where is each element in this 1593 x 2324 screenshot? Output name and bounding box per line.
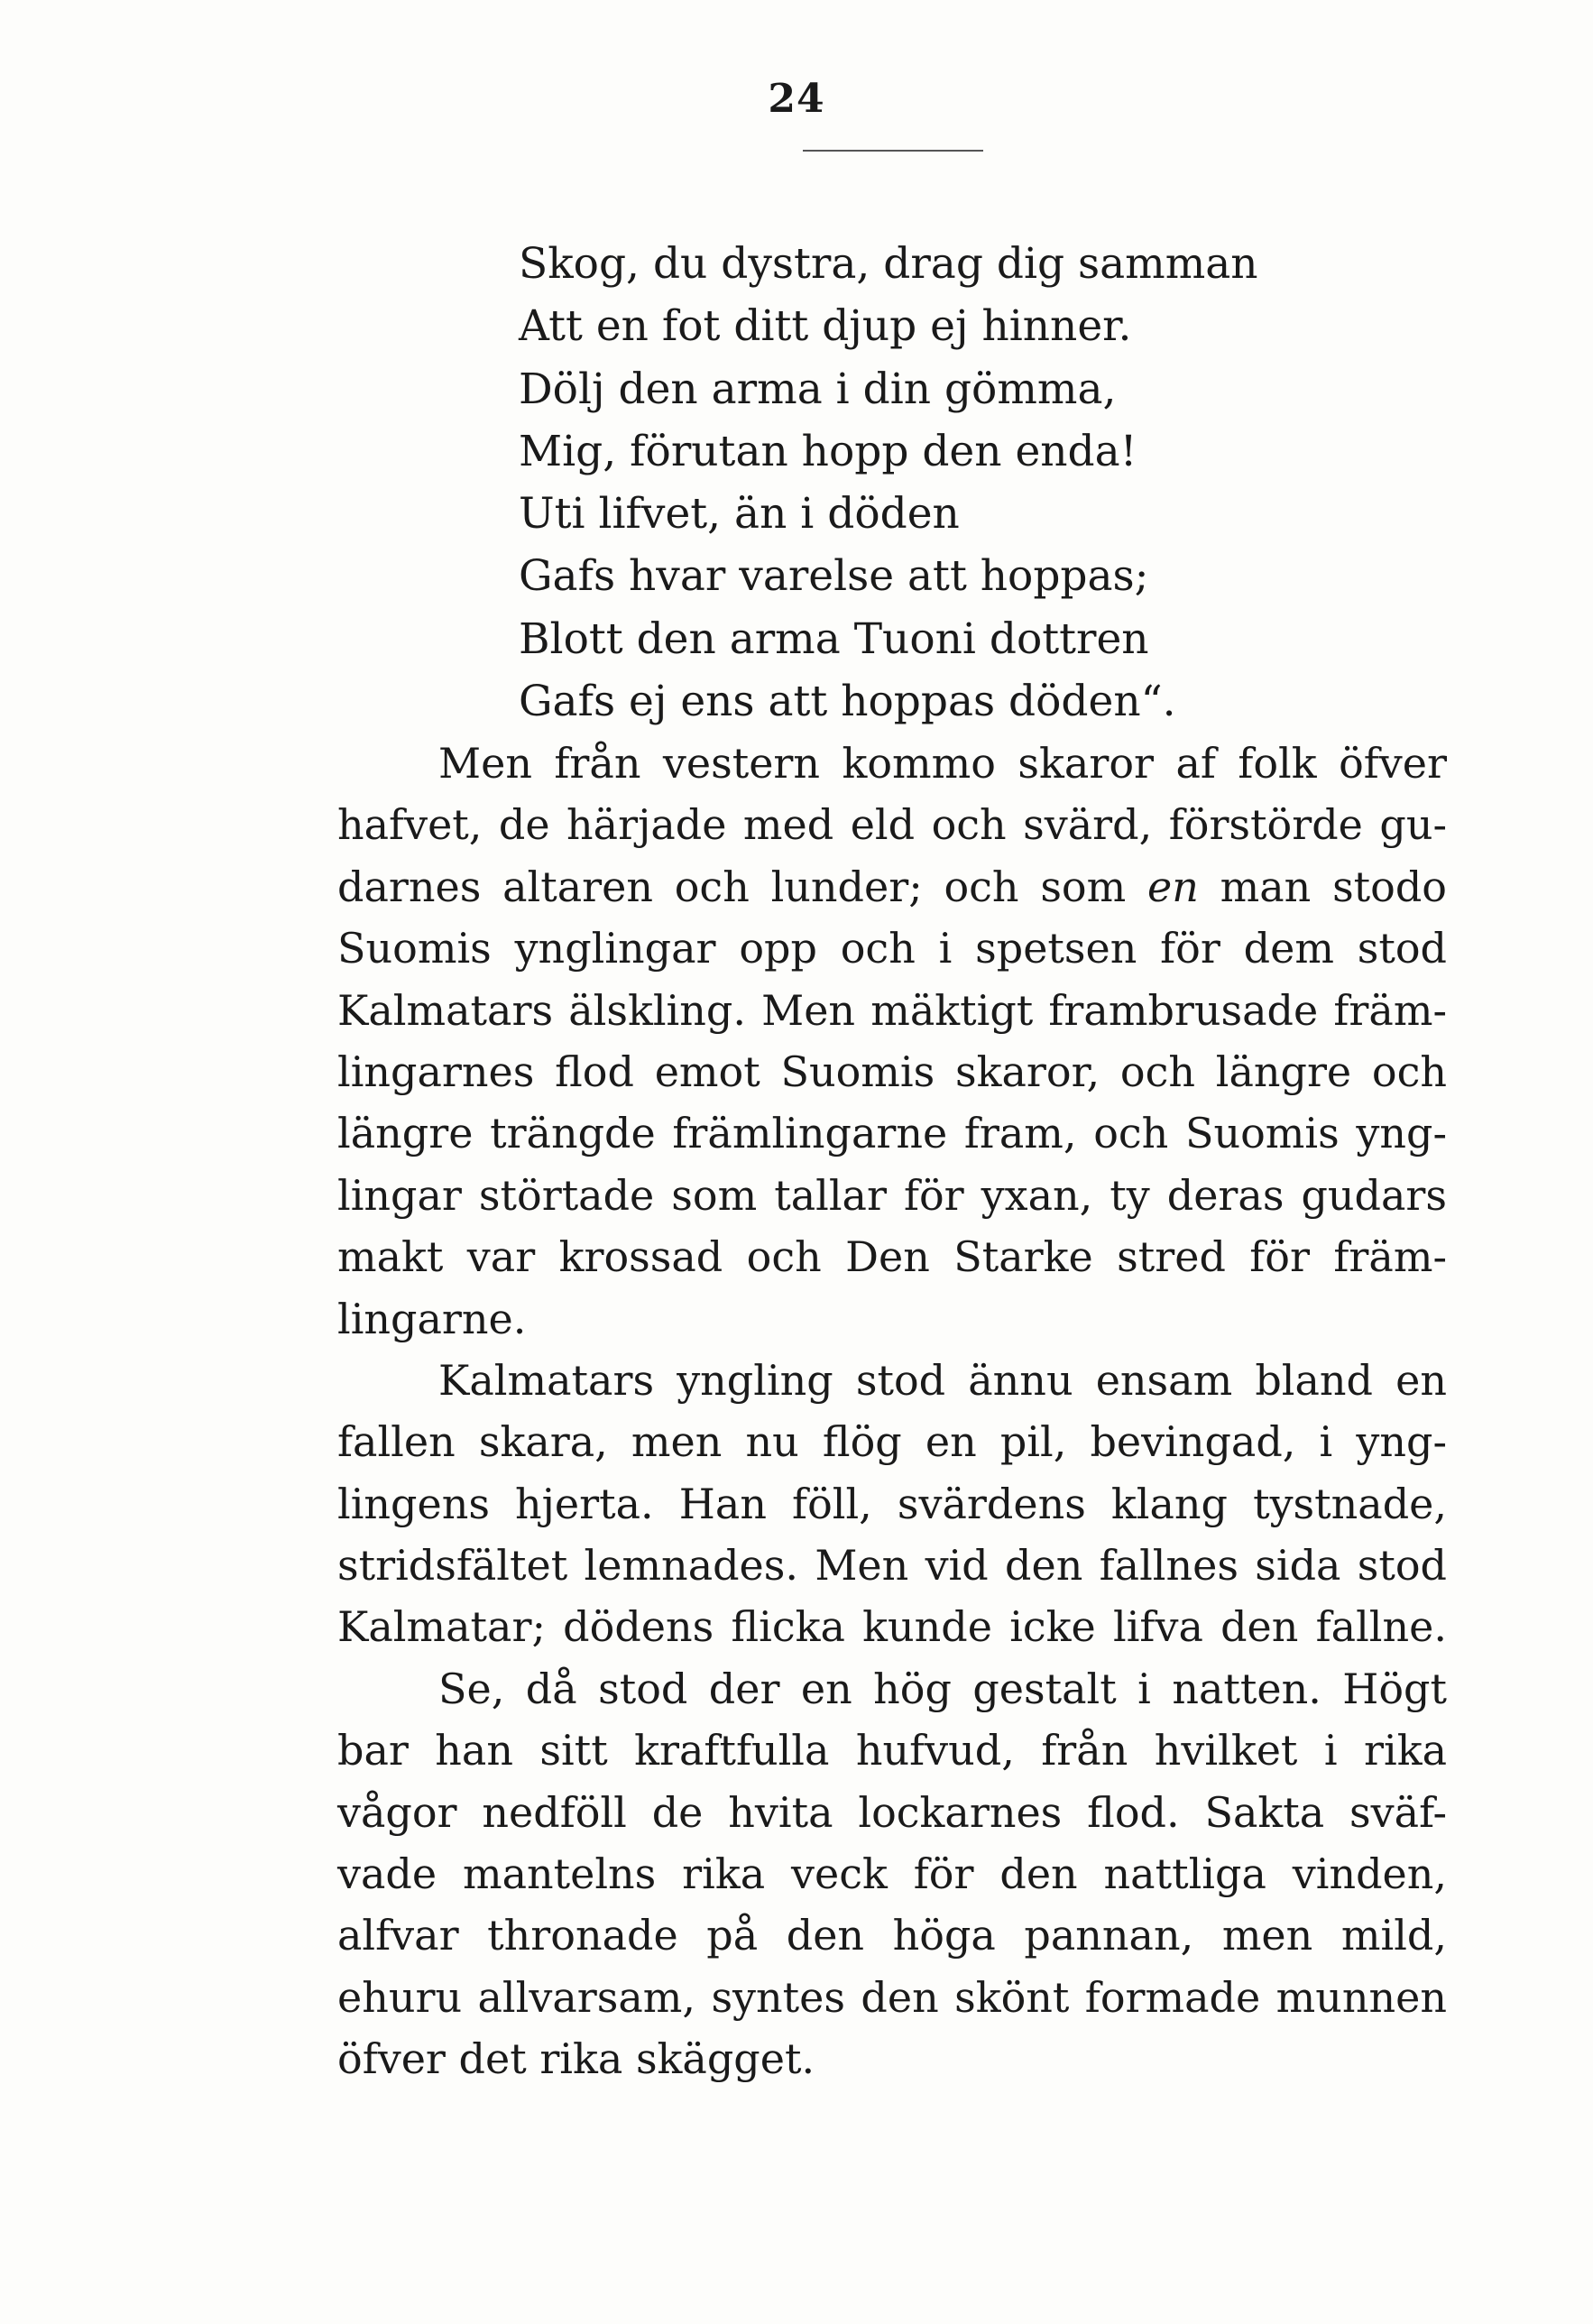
text-line: Suomis ynglingar opp och i spetsen för dem stod [337, 924, 1447, 973]
text-line: lingarne. [337, 1294, 527, 1343]
text-line: fallen skara, men nu flög en pil, bevingad, i yng- [337, 1417, 1447, 1467]
prose-block [337, 733, 1447, 2090]
verse-line: Uti lifvet, än i döden [519, 489, 960, 540]
text-line: lingens hjerta. Han föll, svärdens klang tystnade, [337, 1479, 1447, 1528]
text-line: längre trängde främlingarne fram, och Suomis yng- [337, 1109, 1447, 1158]
header-rule [803, 150, 983, 152]
text-line: Kalmatars yngling stod ännu ensam bland en [438, 1355, 1447, 1405]
text-line [337, 856, 1447, 918]
text-line: Men från vestern kommo skaror af folk öfver [438, 739, 1447, 788]
text-line: vade mantelns rika veck för den nattliga vinden, [337, 1849, 1447, 1899]
page-number: 24 [768, 76, 825, 122]
verse-line: Dölj den arma i din gömma, [519, 364, 1117, 414]
verse-block [519, 233, 1466, 733]
text-line: Kalmatars älskling. Men mäktigt frambrusade främ- [337, 985, 1447, 1035]
text-line: alfvar thronade på den höga pannan, men mild, [337, 1911, 1447, 1960]
verse-line: Skog, du dystra, drag dig samman [519, 239, 1258, 289]
text-span: darnes altaren och lunder; och som [337, 862, 1148, 911]
text-line: öfver det rika skägget. [337, 2034, 815, 2084]
verse-line: Gafs ej ens att hoppas döden“. [519, 677, 1176, 727]
text-line: Se, då stod der en hög gestalt i natten. Högt [438, 1664, 1447, 1713]
text-line: lingarnes flod emot Suomis skaror, och längre och [337, 1047, 1447, 1096]
verse-line: Att en fot ditt djup ej hinner. [519, 301, 1132, 352]
verse-line: Gafs hvar varelse att hoppas; [519, 551, 1149, 602]
text-line: makt var krossad och Den Starke stred för främ- [337, 1232, 1447, 1282]
text-line: ehuru allvarsam, syntes den skönt formade munnen [337, 1972, 1447, 2022]
text-line: hafvet, de härjade med eld och svärd, förstörde gu- [337, 800, 1447, 850]
verse-line: Mig, förutan hopp den enda! [519, 426, 1137, 476]
text-span: man stodo [1198, 862, 1448, 911]
text-line: stridsfältet lemnades. Men vid den fallnes sida stod [337, 1541, 1447, 1591]
text-line: lingar störtade som tallar för yxan, ty deras gudars [337, 1170, 1447, 1220]
text-line: vågor nedföll de hvita lockarnes flod. Sakta sväf- [337, 1787, 1447, 1837]
emphasis: en [1147, 862, 1199, 911]
text-line: bar han sitt kraftfulla hufvud, från hvilket i rika [337, 1726, 1447, 1775]
text-line: Kalmatar; dödens flicka kunde icke lifva den fallne. [337, 1602, 1447, 1652]
verse-line: Blott den arma Tuoni dottren [519, 613, 1149, 664]
